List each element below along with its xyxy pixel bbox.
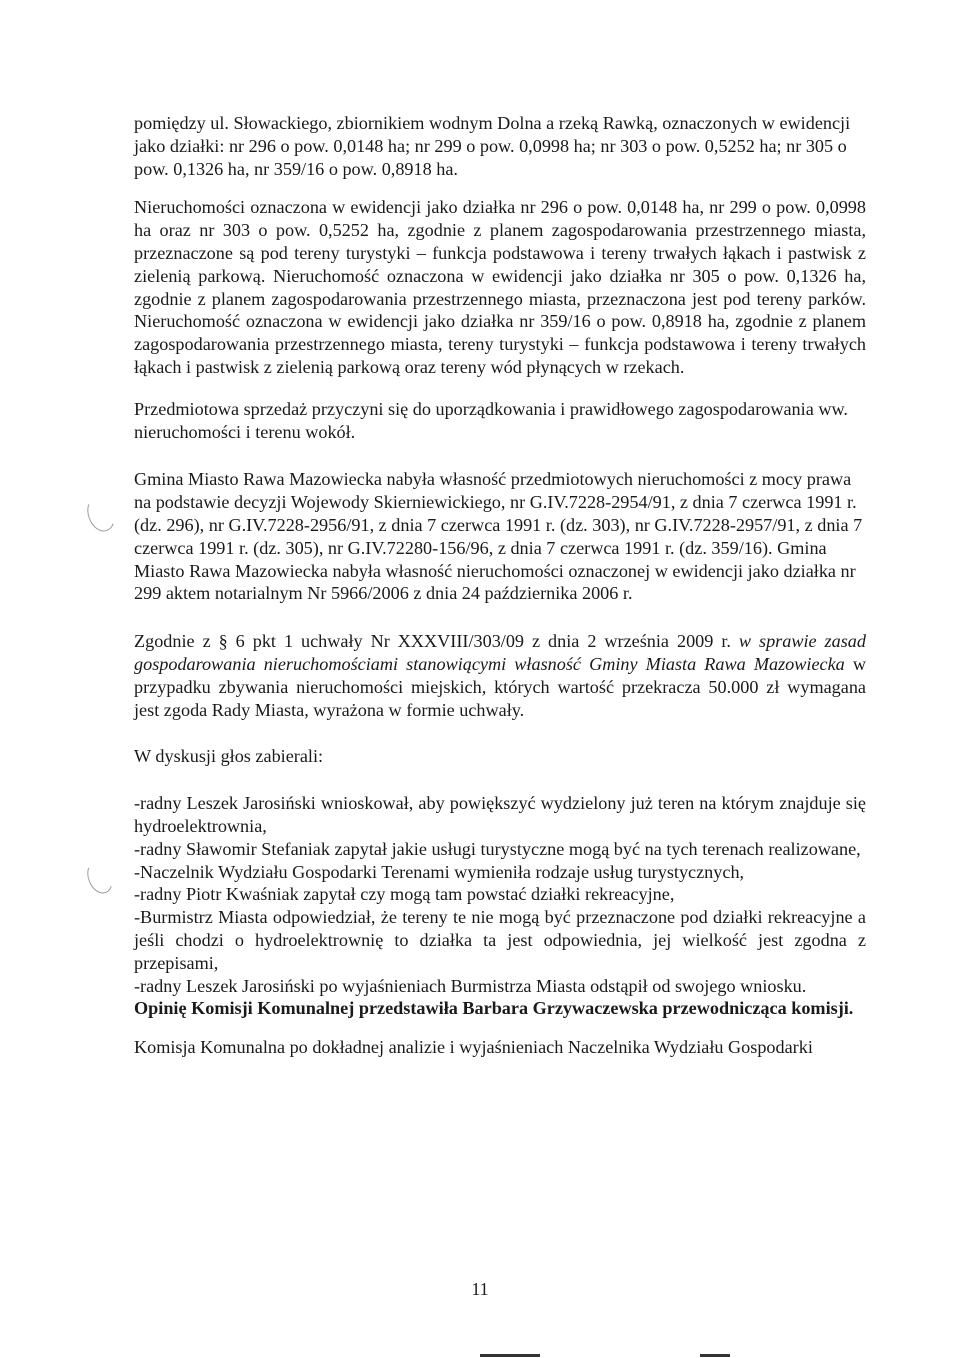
scan-edge-mark [480,1354,540,1357]
zgodnie-suffix: w przypadku zbywania nieruchomości miejskich, których wartość przekracza 50.000 zł wymagana jest zgoda Rady Miasta, wyrażona w formie uchwały. [134,653,867,720]
speaker-item: -radny Leszek Jarosiński wnioskował, aby powiększyć wydzielony już teren na którym znajduje się hydroelektrownia, [134,793,866,836]
speaker-item: -Burmistrz Miasta odpowiedział, że tereny te nie mogą być przeznaczone pod działki rekreacyjne a jeśli chodzi o hydroelektrownię to działka ta jest odpowiednia, jej wielkość jest zgodna z przepisami, [134,907,866,973]
speaker-item: -radny Piotr Kwaśniak zapytał czy mogą tam powstać działki rekreacyjne, [134,884,675,905]
page-number: 11 [471,1279,489,1299]
paragraph-nieruchomosci: Nieruchomości oznaczona w ewidencji jako działka nr 296 o pow. 0,0148 ha, nr 299 o pow. 0,0998 ha oraz nr 303 o pow. 0,5252 ha, zgodnie z planem zagospodarowania przestrzennego miasta, przeznaczone są pod tereny turystyki – funkcja podstawowa i tereny trwałych łąkach i pastwisk z zielenią parkową. Nieruchomość oznaczona w ewidencji jako działka nr 305 o pow. 0,1326 ha, zgodnie z planem zagospodarowania przestrzennego miasta, przeznaczona jest pod tereny parków. Nieruchomość oznaczona w ewidencji jako działka nr 359/16 o pow. 0,8918 ha, zgodnie z planem zagospodarowania przestrzennego miasta, tereny turystyki – funkcja podstawowa i tereny trwałych łąkach i pastwisk z zielenią parkową oraz tereny wód płynących w rzekach. [134,197,866,377]
zgodnie-italic: w sprawie zasad gospodarowania nieruchomościami stanowiącymi własność Gminy Miasta Rawa Mazowiecka [134,631,866,674]
speaker-item: -radny Sławomir Stefaniak zapytał jakie usługi turystyczne mogą być na tych terenach realizowane, [134,838,861,859]
page-body [134,112,866,1059]
paragraph-przedmiotowa: Przedmiotowa sprzedaż przyczyni się do uporządkowania i prawidłowego zagospodarowania ww. nieruchomości i terenu wokół. [134,398,848,442]
paragraph-dyskusja: W dyskusji głos zabierali: [134,746,324,767]
speaker-item: -Naczelnik Wydziału Gospodarki Terenami wymieniła rodzaje usług turystycznych, [134,861,745,882]
paragraph-gmina: Gmina Miasto Rawa Mazowiecka nabyła własność przedmiotowych nieruchomości z mocy prawa na podstawie decyzji Wojewody Skierniewickiego, nr G.IV.7228-2954/91, z dnia 7 czerwca 1991 r. (dz. 296), nr G.IV.7228-2956/91, z dnia 7 czerwca 1991 r. (dz. 303), nr G.IV.7228-2957/91, z dnia 7 czerwca 1991 r. (dz. 305), nr G.IV.72280-156/96, z dnia 7 czerwca 1991 r. (dz. 359/16). Gmina Miasto Rawa Mazowiecka nabyła własność nieruchomości oznaczonej w ewidencji jako działka nr 299 aktem notarialnym Nr 5966/2006 z dnia 24 października 2006 r. [134,469,863,604]
speaker-item: -radny Leszek Jarosiński po wyjaśnieniach Burmistrza Miasta odstąpił od swojego wniosku. [134,975,807,996]
paragraph-intro: pomiędzy ul. Słowackiego, zbiornikiem wodnym Dolna a rzeką Rawką, oznaczonych w ewidencji jako działki: nr 296 o pow. 0,0148 ha; nr 299 o pow. 0,0998 ha; nr 303 o pow. 0,5252 ha; nr 305 o pow. 0,1326 ha, nr 359/16 o pow. 0,8918 ha. [134,113,851,179]
scan-edge-mark [700,1354,730,1357]
zgodnie-prefix: Zgodnie z § 6 pkt 1 uchwały Nr XXXVIII/303/09 z dnia 2 września 2009 r. [134,631,731,652]
paragraph-opinia: Opinię Komisji Komunalnej przedstawiła Barbara Grzywaczewska przewodnicząca komisji. [134,998,854,1019]
scan-hole-mark [83,493,120,536]
paragraph-zgodnie [134,630,866,721]
paragraph-komisja: Komisja Komunalna po dokładnej analizie i wyjaśnieniach Naczelnika Wydziału Gospodarki [134,1037,813,1058]
scan-hole-mark [83,857,117,897]
